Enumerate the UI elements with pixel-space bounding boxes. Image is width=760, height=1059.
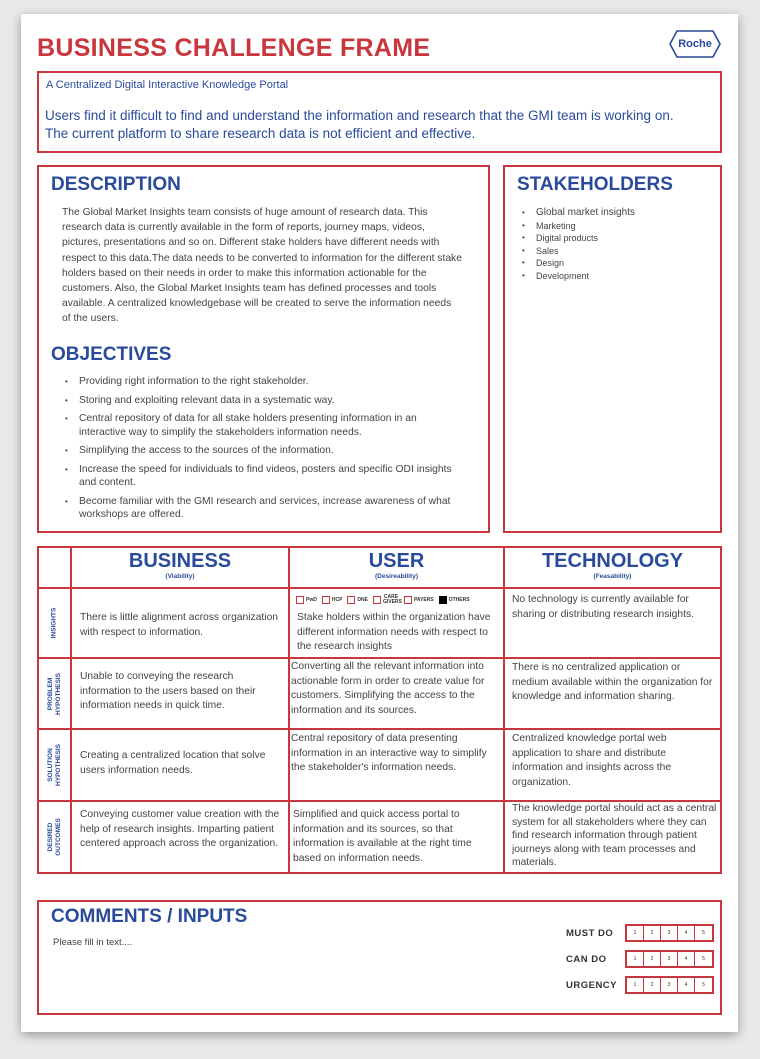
comments-input[interactable]: Please fill in text.... [53, 937, 133, 948]
objectives-list [62, 375, 462, 527]
checkbox-hcp[interactable] [322, 596, 343, 604]
rating-option[interactable]: 4 [678, 926, 695, 940]
cell-outcomes-business [70, 800, 290, 874]
rating-option[interactable]: 3 [661, 978, 678, 992]
stakeholder-item: • Design [519, 257, 709, 270]
cell-solution-technology [503, 728, 722, 802]
column-title: BUSINESS [128, 550, 232, 572]
cell-text: Stake holders within the organization have different information needs with respect to the research insights [297, 612, 491, 652]
row-label-problem-hypothesis [37, 657, 72, 730]
cell-text: Unable to conveying the research information to the users based on their information needs in quick time. [80, 671, 256, 711]
column-header-business [70, 546, 290, 589]
rating-option[interactable]: 4 [678, 952, 695, 966]
checkbox-square[interactable] [347, 596, 355, 604]
checkbox-label: CARE GIVERS [382, 594, 402, 605]
row-label-text: INSIGHTS [50, 607, 58, 639]
checkbox-label: PAYERS [413, 597, 434, 603]
description-text: The Global Market Insights team consists of huge amount of research data. This research data is currently available in the form of reports, journey maps, videos, pictures, presentations and so on. Different stake holders have different needs with respect to this data.The data needs to be converted to information for the different stake holders based on their needs in order to make this information actionable for the customers. Also, the Global Market Insights team has defined processes and tools available. A centralized knowledgebase will be created to serve the information needs of the users. [62, 207, 462, 325]
column-title: USER [368, 550, 425, 572]
checkbox-label: DNE [357, 597, 368, 603]
comments-heading: COMMENTS / INPUTS [51, 906, 248, 927]
rating-scale-can-do [625, 950, 714, 968]
column-header-technology [503, 546, 722, 589]
objective-item: • Storing and exploiting relevant data in a systematic way. [62, 394, 462, 408]
row-label-text: DESIRED OUTCOMES [46, 818, 62, 856]
stakeholder-item: • Digital products [519, 232, 709, 245]
checkbox-square[interactable] [322, 596, 330, 604]
comments-box [37, 900, 722, 1015]
cell-text: Centralized knowledge portal web application to share and distribute information and insights across the organization. [512, 733, 672, 788]
stakeholder-item: • Development [519, 270, 709, 283]
checkbox-label: HCP [331, 597, 343, 603]
rating-option[interactable]: 5 [702, 930, 705, 936]
description-heading: DESCRIPTION [51, 174, 181, 195]
rating-label-urgency: URGENCY [566, 980, 618, 991]
stakeholders-heading: STAKEHOLDERS [517, 174, 673, 195]
rating-option[interactable]: 1 [627, 926, 644, 940]
checkbox-label: OTHERS [448, 597, 470, 603]
column-subtitle: (Desireability) [375, 573, 418, 580]
objective-item: • Simplifying the access to the sources of the information. [62, 444, 462, 458]
objective-item: • Providing right information to the right stakeholder. [62, 375, 462, 389]
checkbox-dne[interactable] [347, 596, 368, 604]
cell-solution-business [70, 728, 290, 802]
logo-text: Roche [678, 38, 712, 50]
cell-insights-business [70, 587, 290, 659]
rating-option[interactable]: 3 [661, 926, 678, 940]
rating-option[interactable]: 4 [678, 978, 695, 992]
stakeholder-item: • Global market insights [519, 207, 709, 220]
cell-text: There is no centralized application or medium available within the organization for knowledge and information sharing. [512, 662, 713, 702]
cell-text: There is little alignment across organization with respect to information. [80, 612, 279, 638]
stakeholders-list [519, 207, 709, 282]
cell-insights-technology [503, 587, 722, 659]
row-label-insights [37, 587, 72, 659]
rating-option[interactable]: 2 [644, 926, 661, 940]
challenge-statement: Users find it difficult to find and understand the information and research that the GMI team is working on. The current platform to share research data is not efficient and effective. [45, 108, 674, 141]
column-subtitle: (Feasability) [593, 573, 632, 580]
cell-text: No technology is currently available for sharing or distributing research insights. [512, 594, 695, 620]
stakeholder-checkboxes [296, 595, 470, 605]
rating-option[interactable]: 2 [644, 952, 661, 966]
checkbox-pwd[interactable] [296, 596, 317, 604]
column-header-user [288, 546, 505, 589]
cell-problem-business [70, 657, 290, 730]
checkbox-square[interactable] [373, 596, 381, 604]
cell-problem-technology [503, 657, 722, 730]
rating-option[interactable]: 3 [661, 952, 678, 966]
objectives-heading: OBJECTIVES [51, 344, 172, 365]
rating-option[interactable]: 1 [627, 978, 644, 992]
rating-option[interactable]: 5 [702, 982, 705, 988]
rating-scale-urgency [625, 976, 714, 994]
cell-text: Converting all the relevant information into actionable form in order to create value for customers. Simplifying the access to the information and its sources. [291, 661, 485, 716]
stakeholder-item: • Marketing [519, 220, 709, 233]
column-title: TECHNOLOGY [541, 550, 684, 572]
challenge-box [37, 71, 722, 153]
cell-text: The knowledge portal should act as a central system for all stakeholders where they can find research information through patient journeys along with team processes and materials. [512, 803, 717, 868]
cell-outcomes-user [288, 800, 505, 874]
checkbox-label: PwD [306, 597, 317, 603]
rating-option[interactable]: 1 [627, 952, 644, 966]
cell-outcomes-technology [503, 800, 722, 874]
description-objectives-box [37, 165, 490, 533]
objective-item: • Central repository of data for all stake holders presenting information in an interactive way to simplify the stakeholders information needs. [62, 412, 462, 439]
row-label-text: SOLUTION HYPOTHESIS [46, 744, 62, 786]
checkbox-square-checked[interactable] [439, 596, 447, 604]
checkbox-payers[interactable] [404, 596, 434, 604]
matrix-corner [37, 546, 72, 589]
rating-option[interactable]: 2 [644, 978, 661, 992]
row-label-text: PROBLEM HYPOTHESIS [46, 672, 62, 715]
column-subtitle: (Viability) [165, 573, 195, 580]
roche-logo [669, 30, 721, 58]
cell-text: Creating a centralized location that solve users information needs. [80, 750, 266, 776]
cell-insights-user [288, 587, 505, 659]
rating-option[interactable]: 5 [702, 956, 705, 962]
cell-text: Central repository of data presenting information in an interactive way to simplify the stakeholder's information needs. [291, 733, 487, 773]
cell-text: Conveying customer value creation with the help of research insights. Imparting patient centered approach across the organization. [80, 809, 280, 849]
objective-item: • Increase the speed for individuals to find videos, posters and specific ODI insights and content. [62, 463, 462, 490]
rating-label-must-do: MUST DO [566, 928, 614, 939]
page-title: BUSINESS CHALLENGE FRAME [37, 34, 431, 62]
challenge-subtitle: A Centralized Digital Interactive Knowledge Portal [46, 79, 289, 91]
checkbox-square[interactable] [404, 596, 412, 604]
cell-solution-user [288, 728, 505, 802]
cell-text: Simplified and quick access portal to information and its sources, so that information is available at the right time based on information needs. [293, 809, 472, 864]
checkbox-care-givers[interactable] [373, 594, 402, 605]
stakeholders-box [503, 165, 722, 533]
checkbox-square[interactable] [296, 596, 304, 604]
page [21, 14, 738, 1032]
cell-problem-user [288, 657, 505, 730]
row-label-desired-outcomes [37, 800, 72, 874]
checkbox-others[interactable] [439, 596, 470, 604]
stakeholder-item: • Sales [519, 245, 709, 258]
objective-item: • Become familiar with the GMI research and services, increase awareness of what workshops are offered. [62, 495, 462, 522]
rating-scale-must-do [625, 924, 714, 942]
row-label-solution-hypothesis [37, 728, 72, 802]
rating-label-can-do: CAN DO [566, 954, 607, 965]
